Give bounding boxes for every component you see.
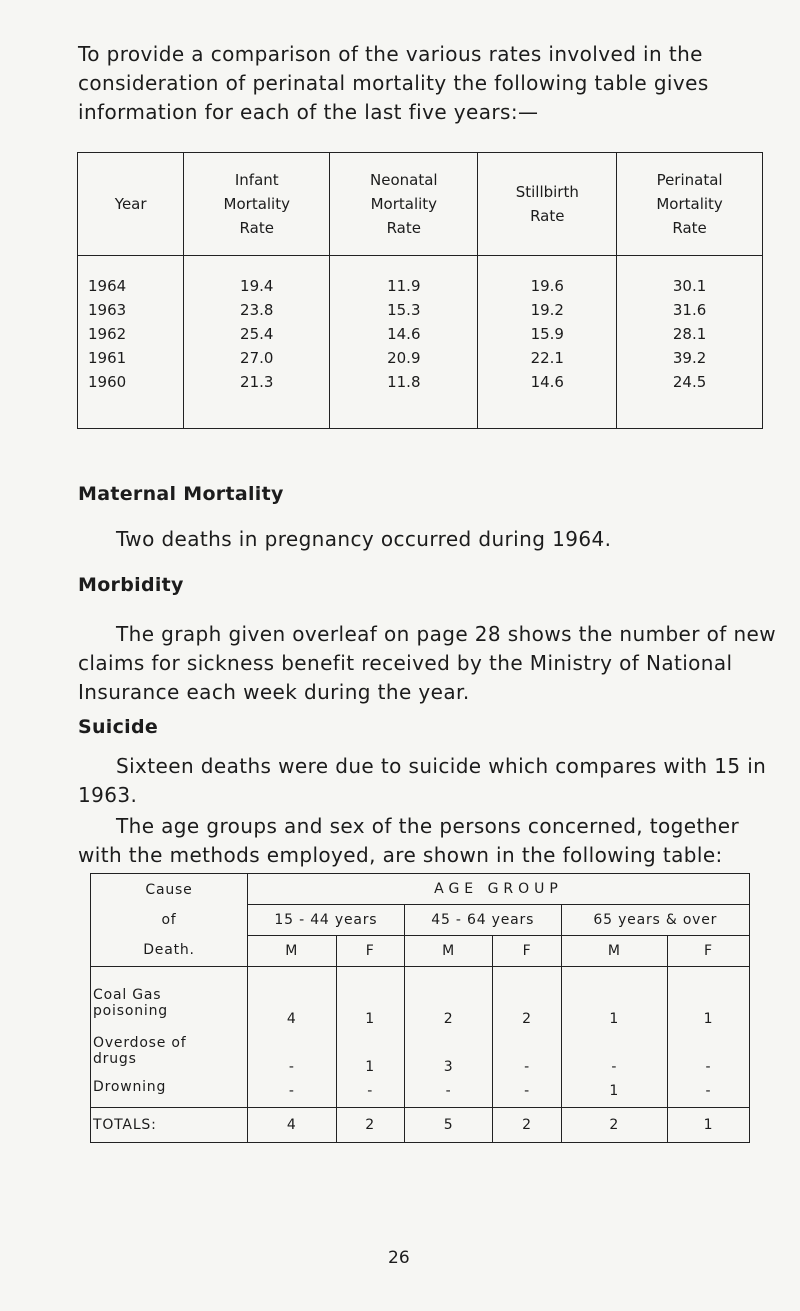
spacer-cell bbox=[493, 1099, 561, 1108]
rate-cell: 21.3 bbox=[184, 370, 330, 394]
sex-header-cell: M bbox=[248, 936, 337, 967]
cause-line: poisoning bbox=[93, 1003, 168, 1019]
rates-header-line: Mortality bbox=[223, 195, 290, 213]
cause-cell bbox=[91, 1075, 248, 1099]
count-cell: - bbox=[493, 1075, 561, 1099]
rate-cell: 14.6 bbox=[330, 322, 478, 346]
cause-header-line: Death. bbox=[143, 942, 195, 958]
cause-header-line: of bbox=[161, 912, 177, 928]
spacer-cell bbox=[78, 394, 184, 429]
table-spacer-row bbox=[78, 256, 763, 275]
count-cell: 1 bbox=[667, 979, 749, 1027]
rate-cell: 15.9 bbox=[478, 322, 617, 346]
perinatal-rates-table bbox=[77, 152, 763, 429]
age-group-header: AGE GROUP bbox=[248, 874, 750, 905]
rates-header-line: Rate bbox=[239, 219, 274, 237]
count-cell: 1 bbox=[561, 979, 667, 1027]
table-row bbox=[78, 370, 763, 394]
rates-header-line: Mortality bbox=[656, 195, 723, 213]
spacer-cell bbox=[667, 967, 749, 980]
totals-row bbox=[91, 1108, 750, 1143]
rates-table-body bbox=[78, 256, 763, 429]
sex-header-cell: M bbox=[561, 936, 667, 967]
spacer-cell bbox=[248, 1099, 337, 1108]
rates-header-line: Rate bbox=[530, 207, 565, 225]
count-cell: 1 bbox=[561, 1075, 667, 1099]
spacer-cell bbox=[248, 967, 337, 980]
rate-cell: 24.5 bbox=[617, 370, 763, 394]
suicide-table-body bbox=[91, 967, 750, 1143]
cause-line: Coal Gas bbox=[93, 987, 162, 1003]
sex-header-cell: F bbox=[493, 936, 561, 967]
rates-header-line: Rate bbox=[386, 219, 421, 237]
cause-cell bbox=[91, 1027, 248, 1075]
spacer-cell bbox=[330, 394, 478, 429]
cause-header-line: Cause bbox=[145, 882, 193, 898]
rate-cell: 31.6 bbox=[617, 298, 763, 322]
total-cell: 2 bbox=[336, 1108, 404, 1143]
spacer-cell bbox=[184, 394, 330, 429]
rate-cell: 39.2 bbox=[617, 346, 763, 370]
count-cell: - bbox=[561, 1027, 667, 1075]
table-spacer-row bbox=[91, 1099, 750, 1108]
rates-header-line: Infant bbox=[234, 171, 279, 189]
year-cell: 1960 bbox=[78, 370, 184, 394]
table-row bbox=[91, 1027, 750, 1075]
total-cell: 2 bbox=[561, 1108, 667, 1143]
total-cell: 5 bbox=[404, 1108, 493, 1143]
age-group-65-over: 65 years & over bbox=[561, 905, 749, 936]
spacer-cell bbox=[91, 1099, 248, 1108]
rate-cell: 27.0 bbox=[184, 346, 330, 370]
maternal-mortality-text: Two deaths in pregnancy occurred during 1964. bbox=[116, 527, 612, 551]
rate-cell: 22.1 bbox=[478, 346, 617, 370]
spacer-cell bbox=[493, 967, 561, 980]
rate-cell: 23.8 bbox=[184, 298, 330, 322]
count-cell: 2 bbox=[404, 979, 493, 1027]
sex-header-cell: F bbox=[667, 936, 749, 967]
rates-header-line: Stillbirth bbox=[515, 183, 579, 201]
table-row bbox=[78, 322, 763, 346]
sex-header-cell: M bbox=[404, 936, 493, 967]
rates-header-cell bbox=[184, 153, 330, 256]
table-row bbox=[91, 979, 750, 1027]
suicide-text-2: The age groups and sex of the persons concerned, together with the methods employed, are shown in the following table: bbox=[78, 814, 740, 867]
rate-cell: 25.4 bbox=[184, 322, 330, 346]
table-row bbox=[78, 346, 763, 370]
cause-line: drugs bbox=[93, 1051, 137, 1067]
table-spacer-row bbox=[78, 394, 763, 429]
table-row bbox=[78, 274, 763, 298]
suicide-text-1: Sixteen deaths were due to suicide which compares with 15 in 1963. bbox=[78, 754, 767, 807]
page-number: 26 bbox=[388, 1248, 410, 1268]
totals-label: TOTALS: bbox=[91, 1108, 248, 1143]
cause-cell bbox=[91, 979, 248, 1027]
spacer-cell bbox=[478, 256, 617, 275]
spacer-cell bbox=[404, 967, 493, 980]
cause-line: Drowning bbox=[93, 1079, 167, 1095]
spacer-cell bbox=[91, 967, 248, 980]
morbidity-heading: Morbidity bbox=[78, 574, 184, 596]
count-cell: 1 bbox=[336, 979, 404, 1027]
rate-cell: 19.2 bbox=[478, 298, 617, 322]
rate-cell: 14.6 bbox=[478, 370, 617, 394]
rate-cell: 28.1 bbox=[617, 322, 763, 346]
rates-header-line: Year bbox=[114, 195, 147, 213]
count-cell: - bbox=[667, 1075, 749, 1099]
rate-cell: 11.9 bbox=[330, 274, 478, 298]
cause-line: Overdose of bbox=[93, 1035, 187, 1051]
sex-header-cell: F bbox=[336, 936, 404, 967]
count-cell: 2 bbox=[493, 979, 561, 1027]
spacer-cell bbox=[561, 967, 667, 980]
year-cell: 1963 bbox=[78, 298, 184, 322]
rate-cell: 20.9 bbox=[330, 346, 478, 370]
cause-of-death-header bbox=[91, 874, 248, 967]
maternal-mortality-heading: Maternal Mortality bbox=[78, 483, 284, 505]
year-cell: 1962 bbox=[78, 322, 184, 346]
rates-header-cell bbox=[478, 153, 617, 256]
suicide-age-group-table bbox=[90, 873, 750, 1143]
rates-table-header-row bbox=[78, 153, 763, 256]
rate-cell: 30.1 bbox=[617, 274, 763, 298]
count-cell: 4 bbox=[248, 979, 337, 1027]
rate-cell: 15.3 bbox=[330, 298, 478, 322]
count-cell: - bbox=[404, 1075, 493, 1099]
count-cell: - bbox=[248, 1027, 337, 1075]
table-spacer-row bbox=[91, 967, 750, 980]
spacer-cell bbox=[478, 394, 617, 429]
count-cell: 3 bbox=[404, 1027, 493, 1075]
spacer-cell bbox=[617, 394, 763, 429]
rates-header-line: Mortality bbox=[370, 195, 438, 213]
year-cell: 1964 bbox=[78, 274, 184, 298]
spacer-cell bbox=[404, 1099, 493, 1108]
spacer-cell bbox=[336, 1099, 404, 1108]
spacer-cell bbox=[78, 256, 184, 275]
count-cell: 1 bbox=[336, 1027, 404, 1075]
total-cell: 1 bbox=[667, 1108, 749, 1143]
table-row bbox=[91, 1075, 750, 1099]
year-cell: 1961 bbox=[78, 346, 184, 370]
suicide-heading: Suicide bbox=[78, 716, 159, 738]
rates-header-line: Perinatal bbox=[656, 171, 723, 189]
rates-header-cell bbox=[330, 153, 478, 256]
spacer-cell bbox=[336, 967, 404, 980]
spacer-cell bbox=[667, 1099, 749, 1108]
spacer-cell bbox=[330, 256, 478, 275]
spacer-cell bbox=[617, 256, 763, 275]
spacer-cell bbox=[561, 1099, 667, 1108]
age-group-15-44: 15 - 44 years bbox=[248, 905, 405, 936]
rates-header-cell bbox=[78, 153, 184, 256]
age-group-45-64: 45 - 64 years bbox=[404, 905, 561, 936]
count-cell: - bbox=[667, 1027, 749, 1075]
rates-header-line: Neonatal bbox=[370, 171, 438, 189]
spacer-cell bbox=[184, 256, 330, 275]
count-cell: - bbox=[493, 1027, 561, 1075]
count-cell: - bbox=[248, 1075, 337, 1099]
total-cell: 2 bbox=[493, 1108, 561, 1143]
rate-cell: 19.4 bbox=[184, 274, 330, 298]
rates-header-line: Rate bbox=[672, 219, 707, 237]
rate-cell: 11.8 bbox=[330, 370, 478, 394]
total-cell: 4 bbox=[248, 1108, 337, 1143]
intro-paragraph: To provide a comparison of the various rates involved in the consideration of perinatal mortality the following table gives information for each of the last five years:— bbox=[78, 42, 709, 124]
count-cell: - bbox=[336, 1075, 404, 1099]
rates-header-cell bbox=[617, 153, 763, 256]
table-row bbox=[78, 298, 763, 322]
rate-cell: 19.6 bbox=[478, 274, 617, 298]
morbidity-text: The graph given overleaf on page 28 shows the number of new claims for sickness benefit received by the Ministry of National Insurance each week during the year. bbox=[78, 622, 777, 704]
